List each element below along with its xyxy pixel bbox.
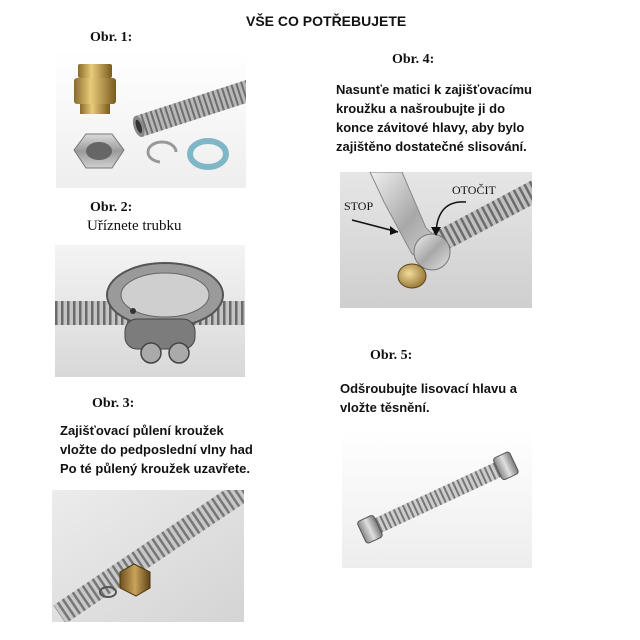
step-5-line-2: vložte těsnění. [340,400,430,415]
step-4-label: Obr. 4: [392,52,435,67]
step-1-label: Obr. 1: [90,30,133,45]
step-2-photo [55,245,245,377]
step-4-line-2: kroužku a našroubujte ji do [336,101,506,116]
step-3-line-2: vložte do pedposlední vlny had [60,442,253,457]
step-4-line-4: zajištěno dostatečné slisování. [336,139,527,154]
step-2-caption: Uříznete trubku [87,218,182,234]
step-3-line-3: Po té půlený kroužek uzavřete. [60,461,251,476]
stop-label: STOP [344,199,374,213]
step-3-label: Obr. 3: [92,396,135,411]
page-title: VŠE CO POTŘEBUJETE [246,13,407,29]
step-5-label: Obr. 5: [370,348,413,363]
turn-label: OTOČIT [452,183,496,197]
step-4-instructions [336,80,532,156]
step-4-line-3: konce závitové hlavy, aby bylo [336,120,525,135]
step-3-instructions [60,421,253,478]
step-3-line-1: Zajišťovací půlení kroužek [60,423,224,438]
step-4-photo [340,172,532,308]
step-5-photo [342,428,532,568]
step-2-label: Obr. 2: [90,200,133,215]
step-3-photo [52,490,244,622]
step-1-photo [56,50,246,188]
step-4-line-1: Nasunťe matici k zajišťovacímu [336,82,532,97]
step-5-instructions [340,379,517,417]
step-5-line-1: Odšroubujte lisovací hlavu a [340,381,517,396]
